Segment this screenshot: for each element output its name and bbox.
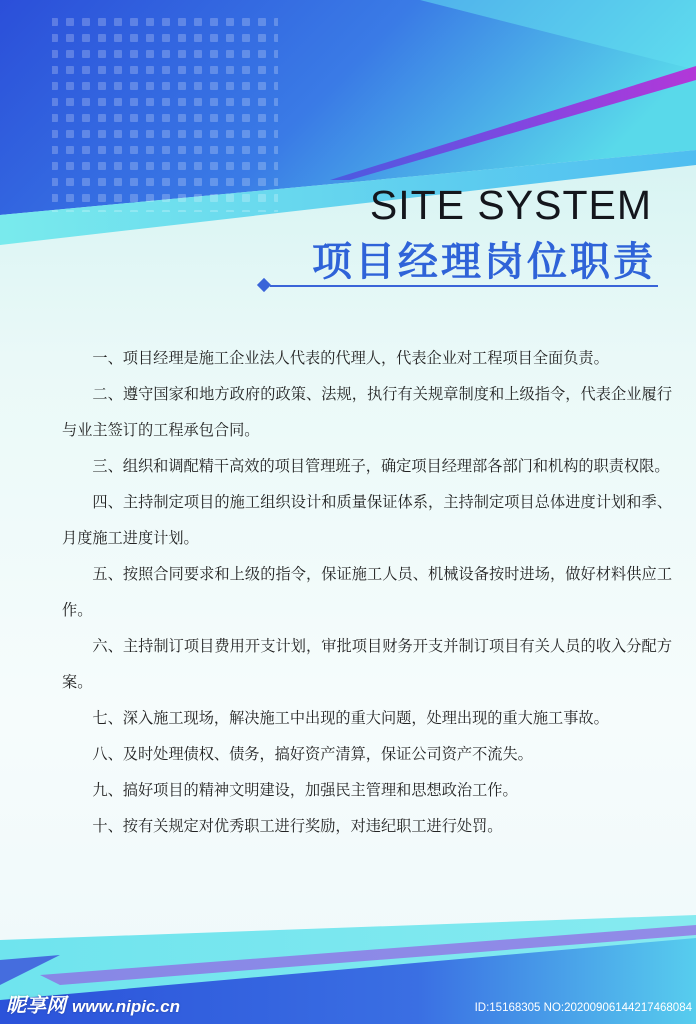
title-cn: 项目经理岗位职责 [312, 239, 656, 285]
title-divider [270, 285, 658, 287]
duty-item: 二、遵守国家和地方政府的政策、法规，执行有关规章制度和上级指令，代表企业履行与业主签订的工程承包合同。 [62, 385, 672, 439]
duty-item: 八、及时处理债权、债务，搞好资产清算，保证公司资产不流失。 [92, 745, 533, 763]
duty-item: 十、按有关规定对优秀职工进行奖励，对违纪职工进行处罚。 [92, 817, 503, 835]
watermark-id: ID:15168305 NO:20200906144217468084 [474, 1002, 692, 1014]
duty-item: 一、项目经理是施工企业法人代表的代理人，代表企业对工程项目全面负责。 [92, 349, 609, 367]
duty-item: 七、深入施工现场，解决施工中出现的重大问题，处理出现的重大施工事故。 [92, 709, 609, 727]
duty-item: 三、组织和调配精干高效的项目管理班子，确定项目经理部各部门和机构的职责权限。 [92, 457, 670, 475]
duty-list [62, 340, 672, 844]
duty-item: 九、搞好项目的精神文明建设，加强民主管理和思想政治工作。 [92, 781, 518, 799]
watermark-brand-name: 昵享网 [6, 993, 66, 1017]
watermark-url: www.nipic.cn [72, 997, 180, 1016]
dot-grid [52, 16, 278, 212]
duty-item: 四、主持制定项目的施工组织设计和质量保证体系，主持制定项目总体进度计划和季、月度施工进度计划。 [62, 493, 672, 547]
duty-item: 五、按照合同要求和上级的指令，保证施工人员、机械设备按时进场，做好材料供应工作。 [62, 565, 672, 619]
watermark-brand [6, 989, 180, 1018]
title-en: SITE SYSTEM [369, 182, 652, 228]
duty-item: 六、主持制订项目费用开支计划，审批项目财务开支并制订项目有关人员的收入分配方案。 [62, 637, 672, 691]
